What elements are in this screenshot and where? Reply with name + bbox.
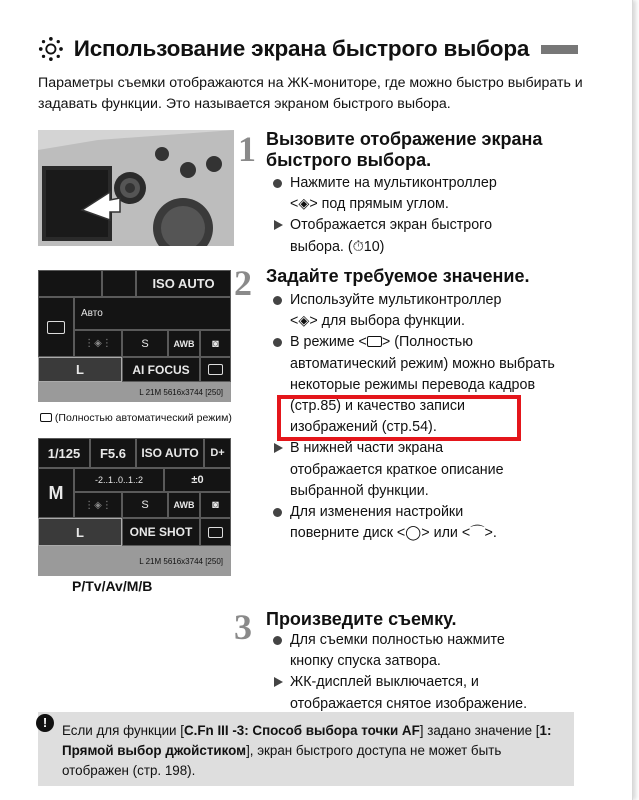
step-1-list	[270, 173, 590, 258]
page-title: Использование экрана быстрого выбора	[73, 36, 530, 61]
list-item-text: Используйте мультиконтроллер	[290, 292, 502, 308]
iso-setting: ISO AUTO	[136, 270, 231, 297]
list-item-text: выбранной функции.	[290, 482, 429, 499]
list-item	[270, 290, 600, 332]
list-item-text: Для изменения настройки	[290, 504, 464, 521]
status-bar: L 21M 5616x3744 [250]	[38, 382, 231, 402]
quick-control-screen-pasm	[38, 438, 231, 576]
list-item-text: выбора. (⏱10)	[290, 238, 385, 255]
drive-icon: ⋮◈⋮	[74, 330, 122, 357]
list-item-text: отображается снятое изображение.	[290, 695, 528, 712]
metering-icon: ◙	[200, 492, 231, 518]
list-item-text: поверните диск <◯> или <⌒>.	[290, 525, 497, 542]
text-part-bold: C.Fn III -3: Способ выбора точки AF	[183, 723, 420, 738]
quick-control-screen-auto	[38, 270, 231, 402]
list-item-text: Отображается экран быстрого	[290, 217, 493, 234]
warning-icon: !	[36, 714, 54, 732]
mode-icon	[38, 297, 74, 357]
list-item-text: <◈> для выбора функции.	[290, 313, 465, 330]
shooting-modes-caption: P/Tv/Av/M/B	[72, 578, 153, 594]
list-item	[270, 173, 590, 215]
step-1-heading-line1: Вызовите отображение экрана	[266, 129, 543, 149]
list-item-text: (стр.85) и качество записи	[290, 398, 466, 415]
list-item	[270, 438, 600, 502]
list-item-text: кнопку спуска затвора.	[290, 653, 441, 670]
full-auto-mode-icon	[367, 336, 382, 347]
mode-letter: M	[38, 468, 74, 518]
list-item-text: <◈> под прямым углом.	[290, 196, 449, 213]
title-decoration-bar	[541, 45, 578, 54]
step-1-heading	[266, 129, 542, 171]
aperture: F5.6	[90, 438, 136, 468]
camera-illustration	[38, 130, 234, 246]
text-part: ], экран быстрого доступа не может быть отображен (стр. 198).	[62, 743, 502, 778]
text-part: ] задано значение [	[419, 723, 540, 738]
picture-style: S	[122, 330, 168, 357]
step-1-number: 1	[238, 129, 256, 169]
text-part: В режиме <	[290, 334, 367, 351]
af-mode: AI FOCUS	[122, 357, 200, 382]
shutter-speed: 1/125	[38, 438, 90, 468]
text-part-bold: 1: Прямой выбор джойстиком	[62, 723, 552, 758]
highlight-tone-priority: D+	[204, 438, 231, 468]
exposure-scale: -2..1..0..1.:2	[74, 468, 164, 492]
flash-compensation: ±0	[164, 468, 231, 492]
text-part: Если для функции [	[62, 723, 184, 738]
list-item-text: ЖК-дисплей выключается, и	[290, 674, 479, 691]
image-quality: L	[38, 518, 122, 546]
list-item-text	[290, 332, 600, 353]
list-item	[270, 630, 600, 672]
af-mode: ONE SHOT	[122, 518, 200, 546]
drive-mode	[200, 518, 231, 546]
white-balance: AWB	[168, 330, 200, 357]
list-item-text: автоматический режим) можно выбрать	[290, 355, 555, 372]
list-item-text: Для съемки полностью нажмите	[290, 632, 505, 648]
step-1-heading-line2: быстрого выбора.	[266, 150, 432, 170]
step-3-list	[270, 630, 600, 715]
screen-caption	[40, 412, 232, 424]
intro-text: Параметры съемки отображаются на ЖК-мониторе, где можно быстро выбирать и задавать функции. Это называется экраном быстрого выбора.	[38, 75, 583, 112]
drive-mode	[200, 357, 231, 382]
caption-text: (Полностью автоматический режим)	[54, 412, 232, 424]
status-bar: L 21M 5616x3744 [250]	[38, 546, 231, 576]
white-balance: AWB	[168, 492, 200, 518]
picture-style: S	[122, 492, 168, 518]
title-row	[38, 32, 578, 66]
list-item-text: некоторые режимы перевода кадров	[290, 376, 536, 393]
metering-icon: ◙	[200, 330, 231, 357]
multi-controller-icon	[38, 35, 64, 63]
text-part: > (Полностью	[381, 334, 473, 351]
image-quality: L	[38, 357, 122, 382]
mode-name: Авто	[74, 297, 231, 330]
list-item	[270, 502, 600, 544]
list-item-text: В нижней части экрана	[290, 440, 444, 457]
list-item	[270, 672, 600, 714]
list-item-text: изображений (стр.54).	[290, 419, 437, 436]
list-item	[270, 215, 590, 257]
step-3-heading: Произведите съемку.	[266, 609, 457, 629]
note-text	[62, 721, 562, 781]
step-2-heading: Задайте требуемое значение.	[266, 266, 530, 286]
iso-setting: ISO AUTO	[136, 438, 204, 468]
step-3-number: 3	[234, 607, 252, 647]
list-item-text: Нажмите на мультиконтроллер	[290, 175, 497, 191]
step-2-number: 2	[234, 263, 252, 303]
list-item-text: отображается краткое описание	[290, 461, 504, 478]
highlight-box	[277, 395, 521, 441]
drive-icon: ⋮◈⋮	[74, 492, 122, 518]
